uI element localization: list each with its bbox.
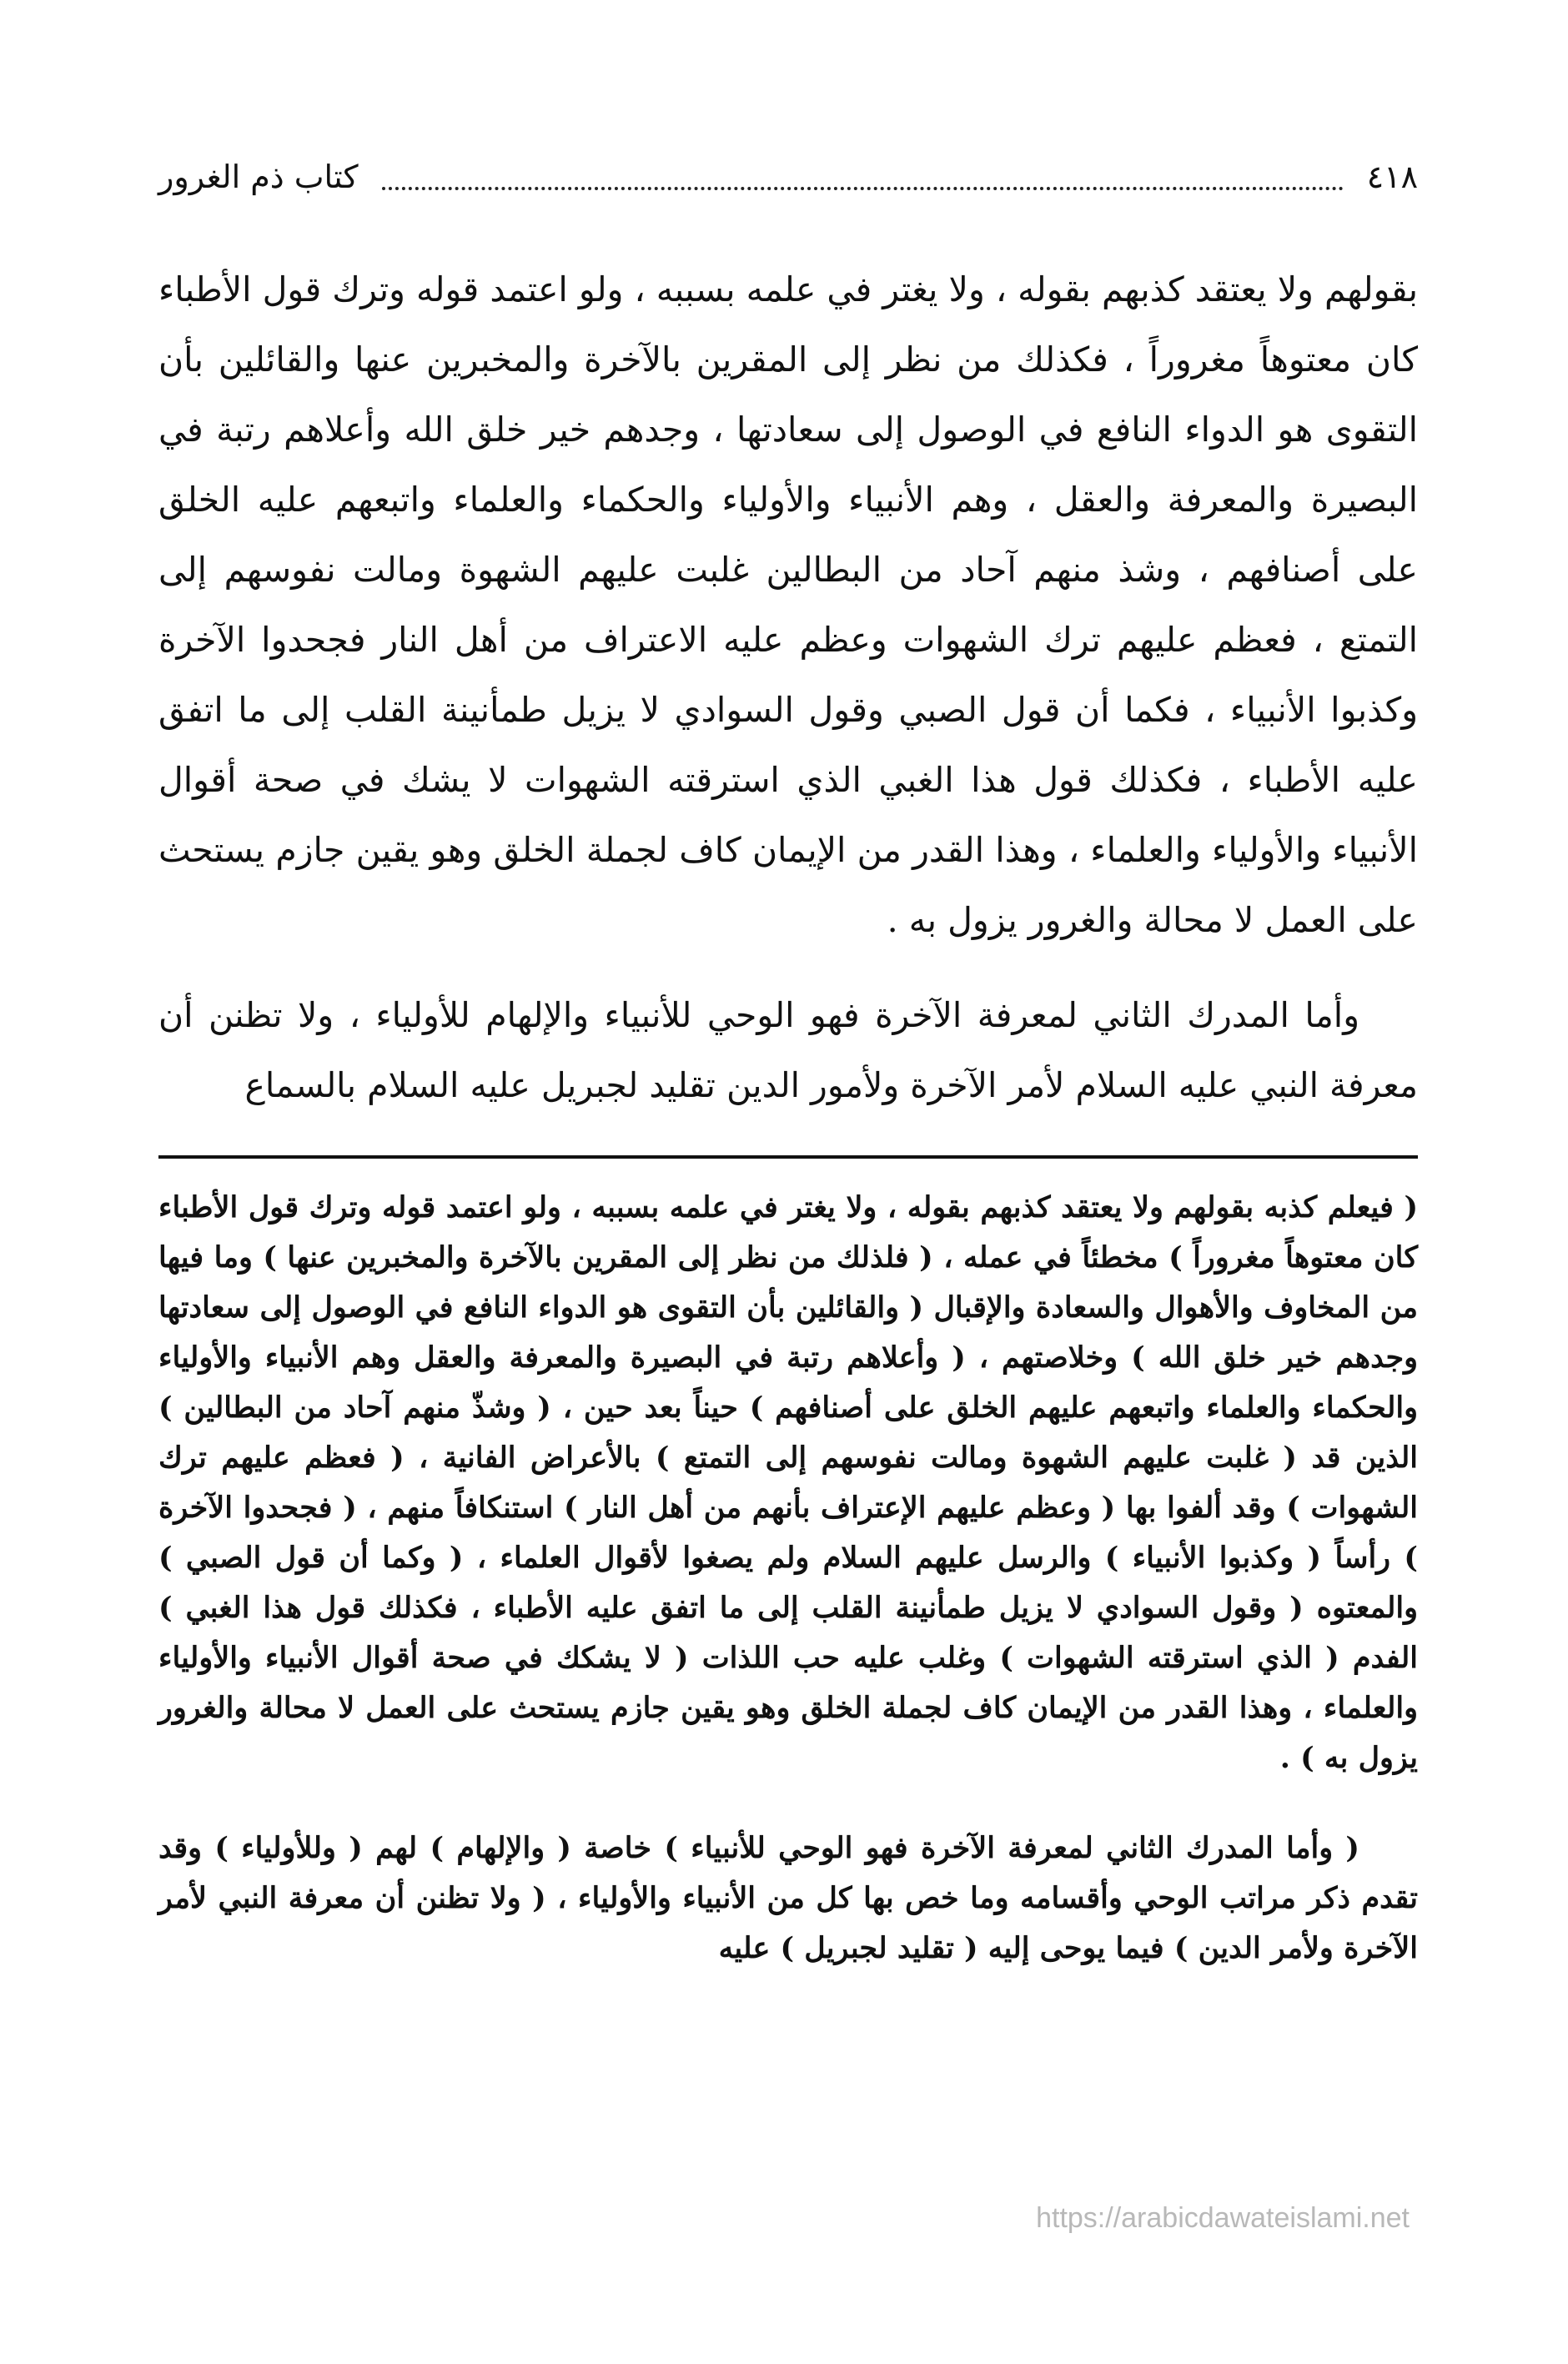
main-text xyxy=(158,254,1418,1120)
main-paragraph: بقولهم ولا يعتقد كذبهم بقوله ، ولا يغتر في علمه بسببه ، ولو اعتمد قوله وترك قول الأطباء كان معتوهاً مغروراً ، فكذلك من نظر إلى المقرين بالآخرة والمخبرين عنها والقائلين بأن التقوى هو الدواء النافع في الوصول إلى سعادتها ، وجدهم خير خلق الله وأعلاهم رتبة في البصيرة والمعرفة والعقل ، وهم الأنبياء والأولياء والحكماء والعلماء واتبعهم عليه الخلق على أصنافهم ، وشذ منهم آحاد من البطالين غلبت عليهم الشهوة ومالت نفوسهم إلى التمتع ، فعظم عليهم ترك الشهوات وعظم عليه الاعتراف من أهل النار فجحدوا الآخرة وكذبوا الأنبياء ، فكما أن قول الصبي وقول السوادي لا يزيل طمأنينة القلب إلى ما اتفق عليه الأطباء ، فكذلك قول هذا الغبي الذي استرقته الشهوات لا يشك في صحة أقوال الأنبياء والأولياء والعلماء ، وهذا القدر من الإيمان كاف لجملة الخلق وهو يقين جازم يستحث على العمل لا محالة والغرور يزول به . xyxy=(158,269,1418,940)
page-number: ٤١٨ xyxy=(1366,158,1418,195)
page-header xyxy=(158,143,1418,202)
commentary-text xyxy=(158,1183,1418,1974)
watermark-url: https://arabicdawateislami.net xyxy=(1036,2202,1410,2234)
running-title: كتاب ذم الغرور xyxy=(158,158,359,195)
commentary-paragraph: ( وأما المدرك الثاني لمعرفة الآخرة فهو الوحي للأنبياء ) خاصة ( والإلهام ) لهم ( وللأولياء ) وقد تقدم ذكر مراتب الوحي وأقسامه وما خص بها كل من الأنبياء والأولياء ، ( ولا تظنن أن معرفة النبي لأمر الآخرة ولأمر الدين ) فيما يوحى إليه ( تقليد لجبريل ) عليه xyxy=(158,1831,1418,1965)
commentary-paragraph: ( فيعلم كذبه بقولهم ولا يعتقد كذبهم بقوله ، ولا يغتر في علمه بسببه ، ولو اعتمد قوله وترك قول الأطباء كان معتوهاً مغروراً ) مخطئاً في عمله ، ( فلذلك من نظر إلى المقرين بالآخرة والمخبرين عنها ) وما فيها من المخاوف والأهوال والسعادة والإقبال ( والقائلين بأن التقوى هو الدواء النافع في الوصول إلى سعادتها وجدهم خير خلق الله ) وخلاصتهم ، ( وأعلاهم رتبة في البصيرة والمعرفة والعقل وهم الأنبياء والأولياء والحكماء والعلماء واتبعهم عليهم الخلق على أصنافهم ) حيناً بعد حين ، ( وشذّ منهم آحاد من البطالين ) الذين قد ( غلبت عليهم الشهوة ومالت نفوسهم إلى التمتع ) بالأعراض الفانية ، ( فعظم عليهم ترك الشهوات ) وقد ألفوا بها ( وعظم عليهم الإعتراف بأنهم من أهل النار ) استنكافاً منهم ، ( فجحدوا الآخرة ) رأساً ( وكذبوا الأنبياء ) والرسل عليهم السلام ولم يصغوا لأقوال العلماء ، ( وكما أن قول الصبي ) والمعتوه ( وقول السوادي لا يزيل طمأنينة القلب إلى ما اتفق عليه الأطباء ، فكذلك قول هذا الغبي ) الفدم ( الذي استرقته الشهوات ) وغلب عليه حب اللذات ( لا يشكك في صحة أقوال الأنبياء والأولياء والعلماء ، وهذا القدر من الإيمان كاف لجملة الخلق وهو يقين جازم يستحث على العمل لا محالة والغرور يزول به ) . xyxy=(158,1190,1418,1775)
main-paragraph: وأما المدرك الثاني لمعرفة الآخرة فهو الوحي للأنبياء والإلهام للأولياء ، ولا تظنن أن معرفة النبي عليه السلام لأمر الآخرة ولأمور الدين تقليد لجبريل عليه السلام بالسماع xyxy=(158,995,1418,1105)
header-dotted-leader xyxy=(382,187,1344,190)
footnote-separator xyxy=(158,1155,1418,1159)
